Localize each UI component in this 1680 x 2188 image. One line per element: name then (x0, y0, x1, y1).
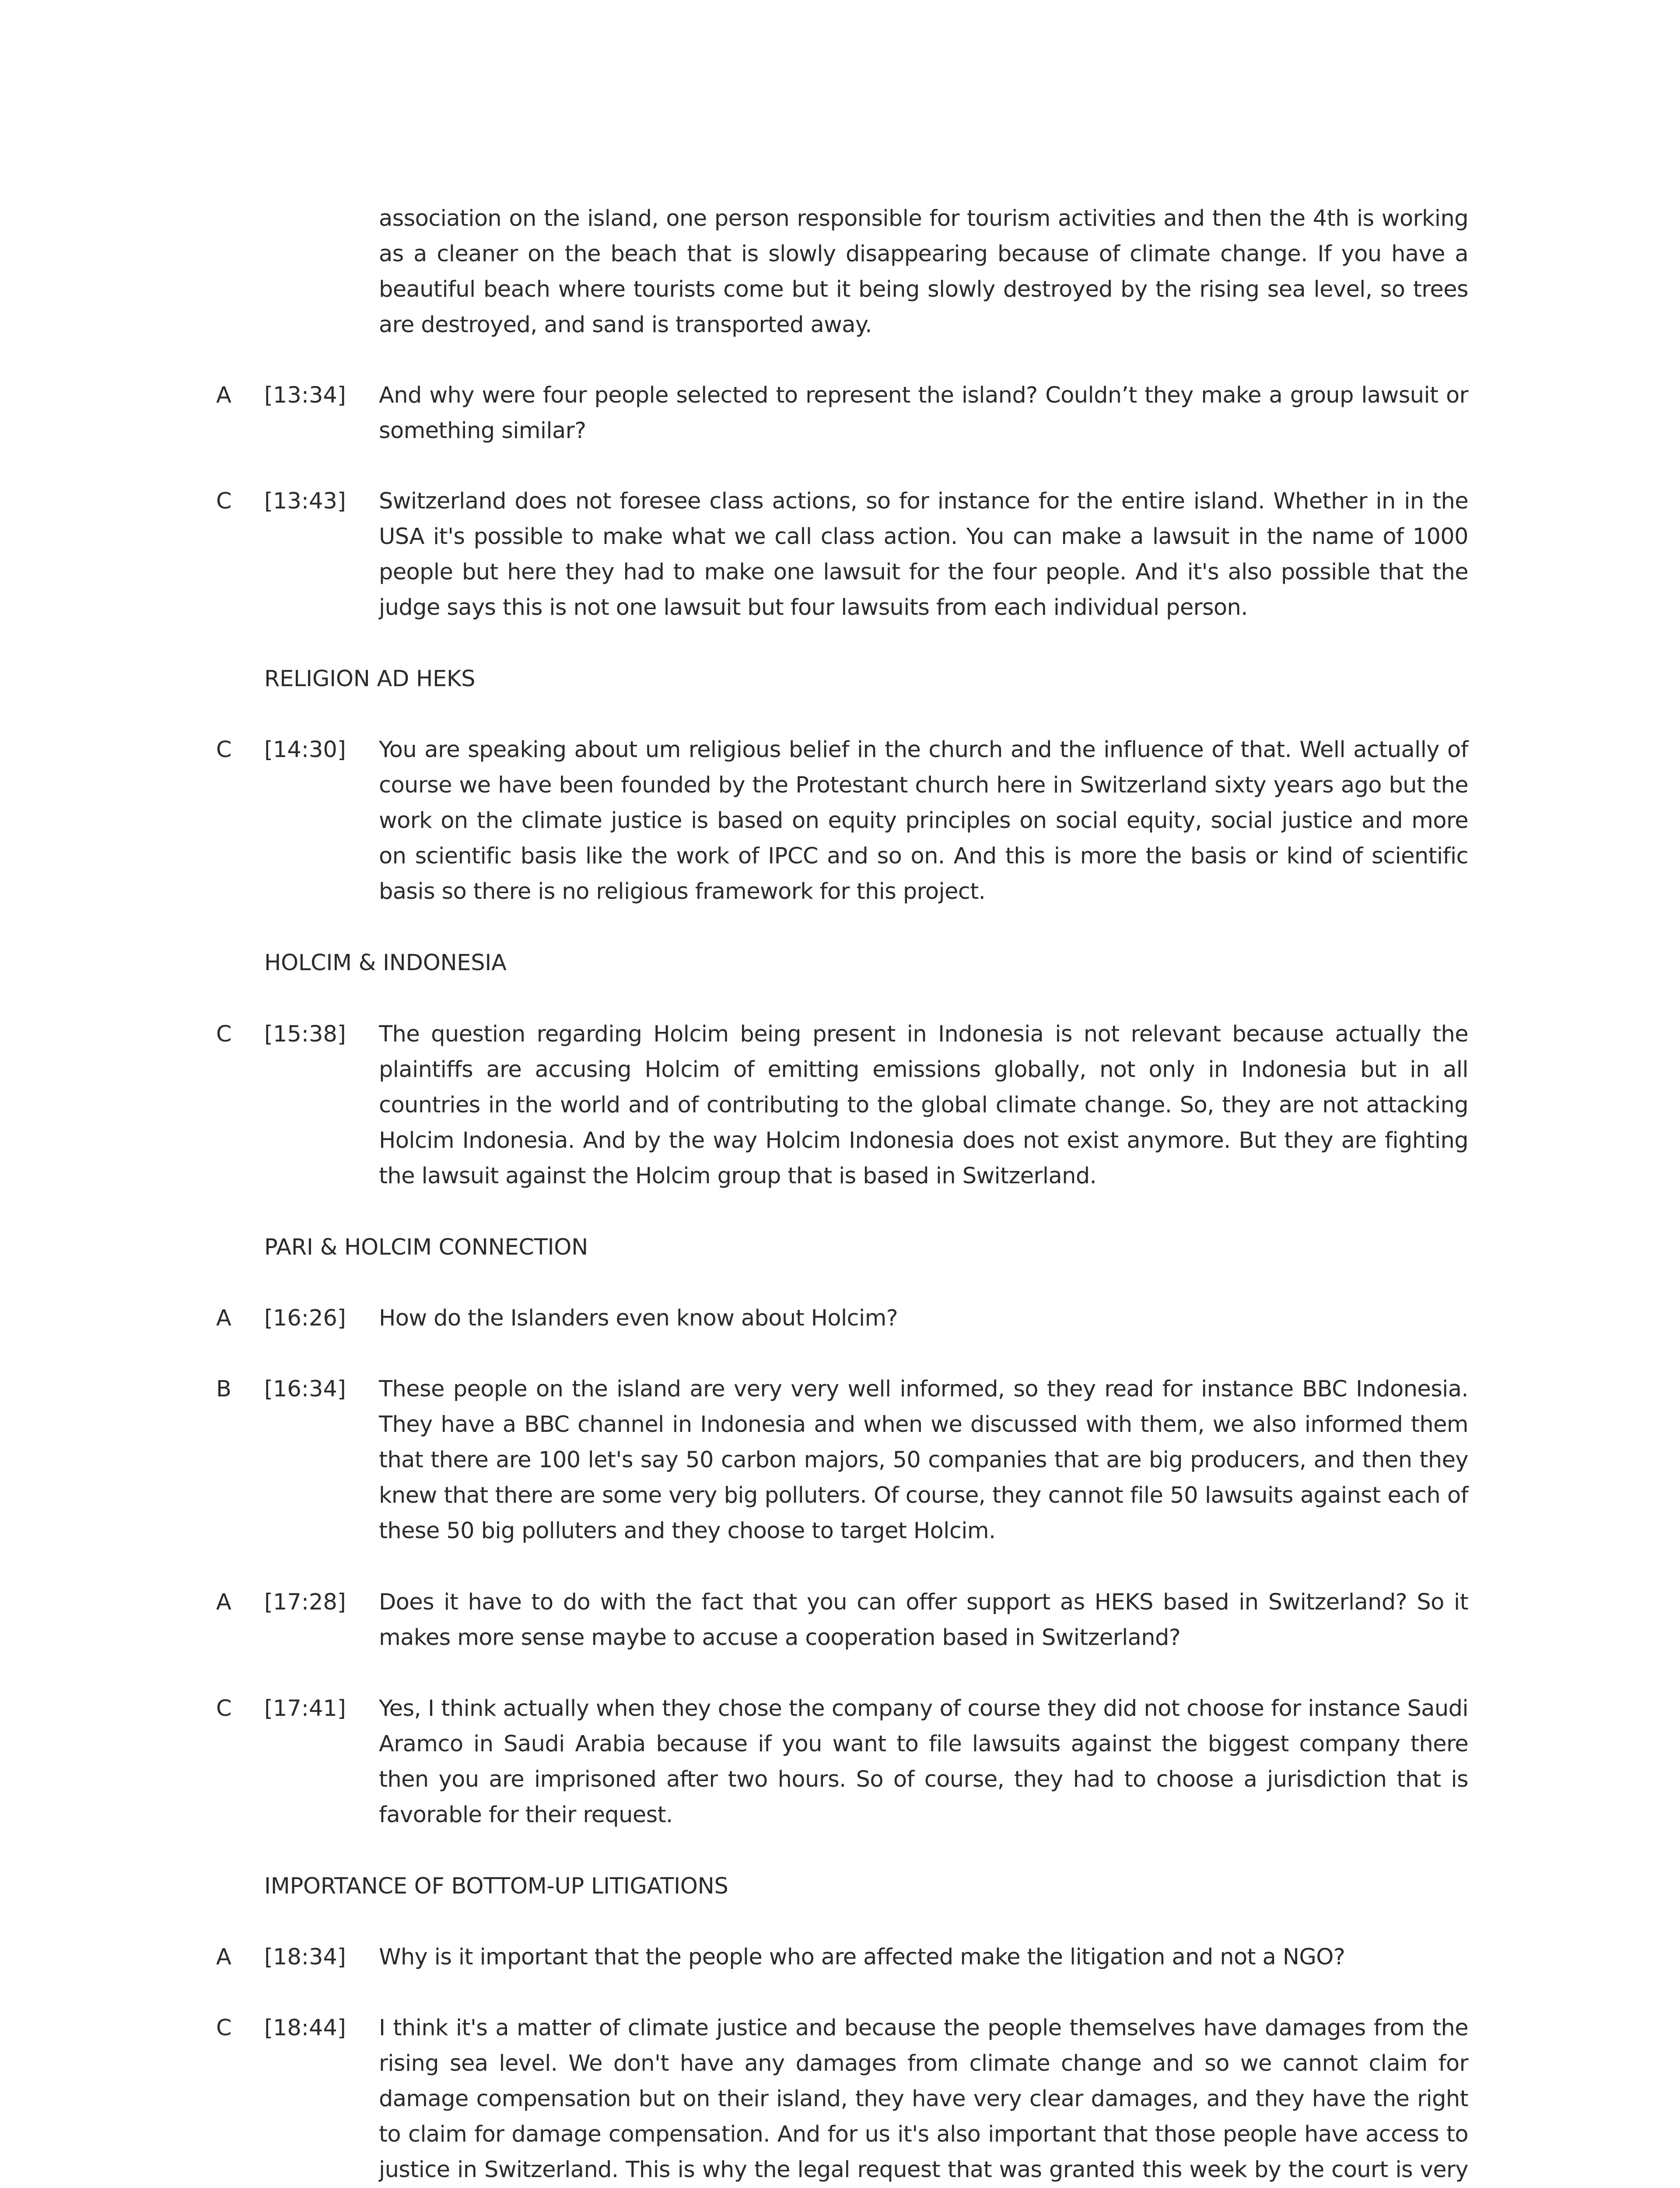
speaker-label: B (216, 1376, 231, 1402)
section-heading-religion: RELIGION AD HEKS (264, 666, 476, 692)
speaker-label: C (216, 2015, 232, 2041)
entry-text: Switzerland does not foresee class actions, so for instance for the entire island. Whether in in the USA it's possible to make what we call class action. You can make a lawsuit in the name of 1000 people but here they had to make one lawsuit for the four people. And it's also possible that the judge says this is not one lawsuit but four lawsuits from each individual person. (379, 488, 1468, 621)
entry-text: And why were four people selected to represent the island? Couldn’t they make a group lawsuit or something similar? (379, 382, 1468, 444)
entry-text: association on the island, one person responsible for tourism activities and then the 4th is working as a cleaner on the beach that is slowly disappearing because of climate change. If you have a beautiful beach where tourists come but it being slowly destroyed by the rising sea level, so trees are destroyed, and sand is transported away. (379, 206, 1468, 338)
speaker-label: C (216, 1696, 232, 1722)
speaker-label: C (216, 488, 232, 514)
speaker-label: A (216, 1305, 231, 1331)
timestamp: [18:44] (264, 2015, 346, 2041)
timestamp: [14:30] (264, 737, 346, 763)
timestamp: [16:34] (264, 1376, 346, 1402)
entry-text: You are speaking about um religious belief in the church and the influence of that. Well actually of course we have been founded by the Protestant church here in Switzerland sixty years ago but the work on the climate justice is based on equity principles on social equity, social justice and more on scientific basis like the work of IPCC and so on. And this is more the basis or kind of scientific basis so there is no religious framework for this project. (379, 737, 1468, 905)
speaker-label: A (216, 1589, 231, 1615)
entry-text: Why is it important that the people who are affected make the litigation and not a NGO? (379, 1944, 1345, 1970)
timestamp: [15:38] (264, 1021, 346, 1047)
entry-text: How do the Islanders even know about Holcim? (379, 1305, 898, 1331)
entry-text: Does it have to do with the fact that you can offer support as HEKS based in Switzerland? So it makes more sense maybe to accuse a cooperation based in Switzerland? (379, 1589, 1468, 1651)
timestamp: [13:34] (264, 382, 346, 408)
timestamp: [18:34] (264, 1944, 346, 1970)
timestamp: [16:26] (264, 1305, 346, 1331)
speaker-label: C (216, 1021, 232, 1047)
speaker-label: A (216, 1944, 231, 1970)
speaker-label: A (216, 382, 231, 408)
timestamp: [17:41] (264, 1696, 346, 1722)
section-heading-holcim-indonesia: HOLCIM & INDONESIA (264, 950, 507, 976)
entry-text: I think it's a matter of climate justice and because the people themselves have damages from the rising sea level. We don't have any damages from climate change and so we cannot claim for damage compensation but on their island, they have very clear damages, and they have the right to claim for damage compensation. And for us it's also important that those people have access to justice in Switzerland. This is why the legal request that was granted this week by the court is very (379, 2015, 1468, 2183)
section-heading-pari-holcim: PARI & HOLCIM CONNECTION (264, 1234, 588, 1260)
speaker-label: C (216, 737, 232, 763)
timestamp: [17:28] (264, 1589, 346, 1615)
timestamp: [13:43] (264, 488, 346, 514)
entry-text: Yes, I think actually when they chose the company of course they did not choose for instance Saudi Aramco in Saudi Arabia because if you want to file lawsuits against the biggest company there then you are imprisoned after two hours. So of course, they had to choose a jurisdiction that is favorable for their request. (379, 1696, 1468, 1828)
entry-text: These people on the island are very very well informed, so they read for instance BBC Indonesia. They have a BBC channel in Indonesia and when we discussed with them, we also informed them that there are 100 let's say 50 carbon majors, 50 companies that are big producers, and then they knew that there are some very big polluters. Of course, they cannot file 50 lawsuits against each of these 50 big polluters and they choose to target Holcim. (379, 1376, 1468, 1544)
section-heading-bottom-up: IMPORTANCE OF BOTTOM-UP LITIGATIONS (264, 1873, 728, 1899)
entry-text: The question regarding Holcim being present in Indonesia is not relevant because actually the plaintiffs are accusing Holcim of emitting emissions globally, not only in Indonesia but in all countries in the world and of contributing to the global climate change. So, they are not attacking Holcim Indonesia. And by the way Holcim Indonesia does not exist anymore. But they are fighting the lawsuit against the Holcim group that is based in Switzerland. (379, 1021, 1468, 1189)
